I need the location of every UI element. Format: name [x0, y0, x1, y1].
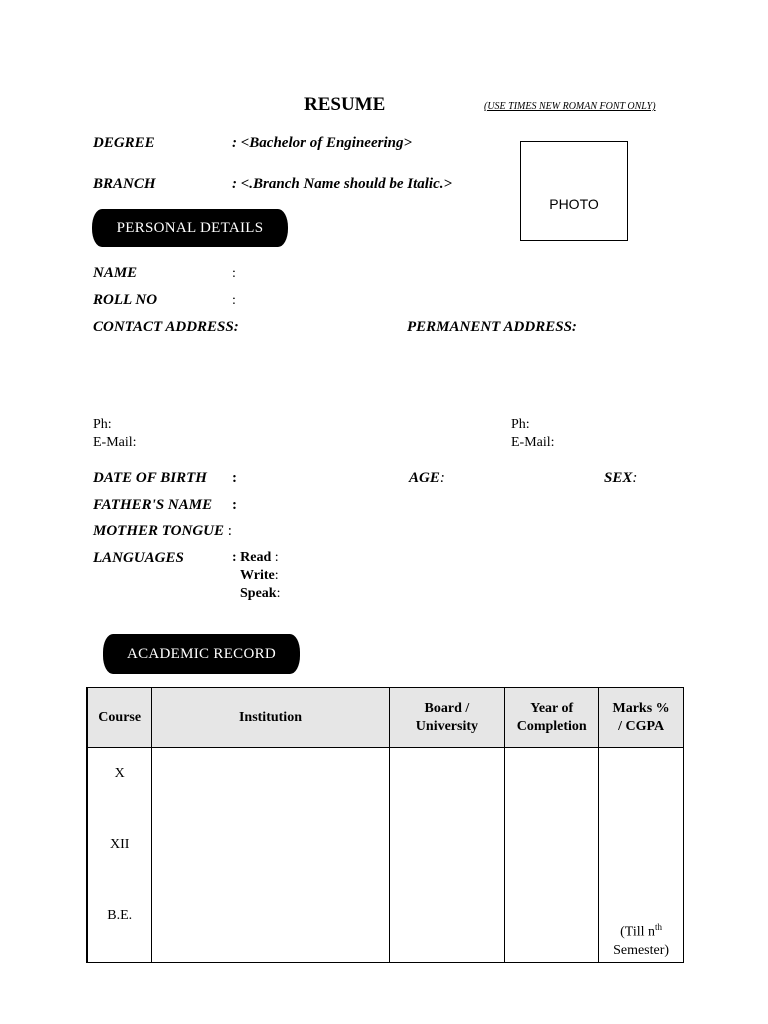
degree-label: DEGREE	[93, 135, 155, 151]
father-name-colon: :	[232, 497, 237, 513]
photo-box	[520, 141, 628, 241]
course-x: X	[114, 766, 125, 781]
col-course: Course	[87, 688, 152, 748]
read-label: : Read :	[232, 550, 279, 565]
languages-label: LANGUAGES	[93, 550, 184, 566]
roll-label: ROLL NO	[93, 292, 158, 308]
year-cell	[505, 748, 599, 963]
personal-details-heading: PERSONAL DETAILS	[92, 209, 288, 247]
permanent-address-label: PERMANENT ADDRESS:	[407, 319, 577, 335]
age-colon: :	[439, 470, 445, 486]
write-label: Write:	[240, 568, 279, 583]
roll-colon: :	[232, 293, 236, 308]
degree-value: : <Bachelor of Engineering>	[232, 135, 413, 151]
page-title: RESUME	[304, 94, 386, 115]
name-label: NAME	[93, 265, 138, 281]
font-note: (USE TIMES NEW ROMAN FONT ONLY)	[484, 101, 656, 112]
course-be: B.E.	[107, 908, 133, 923]
speak-label: Speak:	[240, 586, 281, 601]
col-institution: Institution	[152, 688, 389, 748]
course-cell	[87, 748, 152, 963]
institution-cell	[152, 748, 389, 963]
permanent-email-label: E-Mail:	[511, 435, 555, 450]
sex-colon: :	[632, 470, 638, 486]
mother-tongue-label: MOTHER TONGUE :	[93, 523, 232, 539]
col-year: Year of Completion	[505, 688, 599, 748]
branch-label: BRANCH	[93, 176, 156, 192]
till-semester-note: (Till $n^{th}$ Semester)	[613, 922, 670, 958]
mother-tongue-colon: :	[227, 523, 232, 539]
contact-phone-label: Ph:	[93, 417, 112, 432]
academic-table	[86, 687, 684, 963]
table-header-row	[87, 688, 684, 748]
permanent-phone-label: Ph:	[511, 417, 530, 432]
col-marks: Marks % / CGPA	[599, 688, 684, 748]
branch-value: : <.Branch Name should be Italic.>	[232, 176, 453, 192]
academic-record-heading: ACADEMIC RECORD	[103, 634, 300, 674]
age-label: AGE:	[409, 470, 445, 486]
father-name-label: FATHER'S NAME	[93, 497, 213, 513]
name-colon: :	[232, 266, 236, 281]
sex-label: SEX:	[604, 470, 638, 486]
col-board: Board / University	[389, 688, 505, 748]
contact-address-label: CONTACT ADDRESS:	[93, 319, 239, 335]
board-cell	[389, 748, 505, 963]
contact-email-label: E-Mail:	[93, 435, 137, 450]
course-xii: XII	[109, 837, 130, 852]
marks-cell	[599, 748, 684, 963]
photo-label: PHOTO	[549, 196, 599, 212]
dob-colon: :	[232, 470, 237, 486]
dob-label: DATE OF BIRTH	[93, 470, 207, 486]
table-body-row	[87, 748, 684, 963]
